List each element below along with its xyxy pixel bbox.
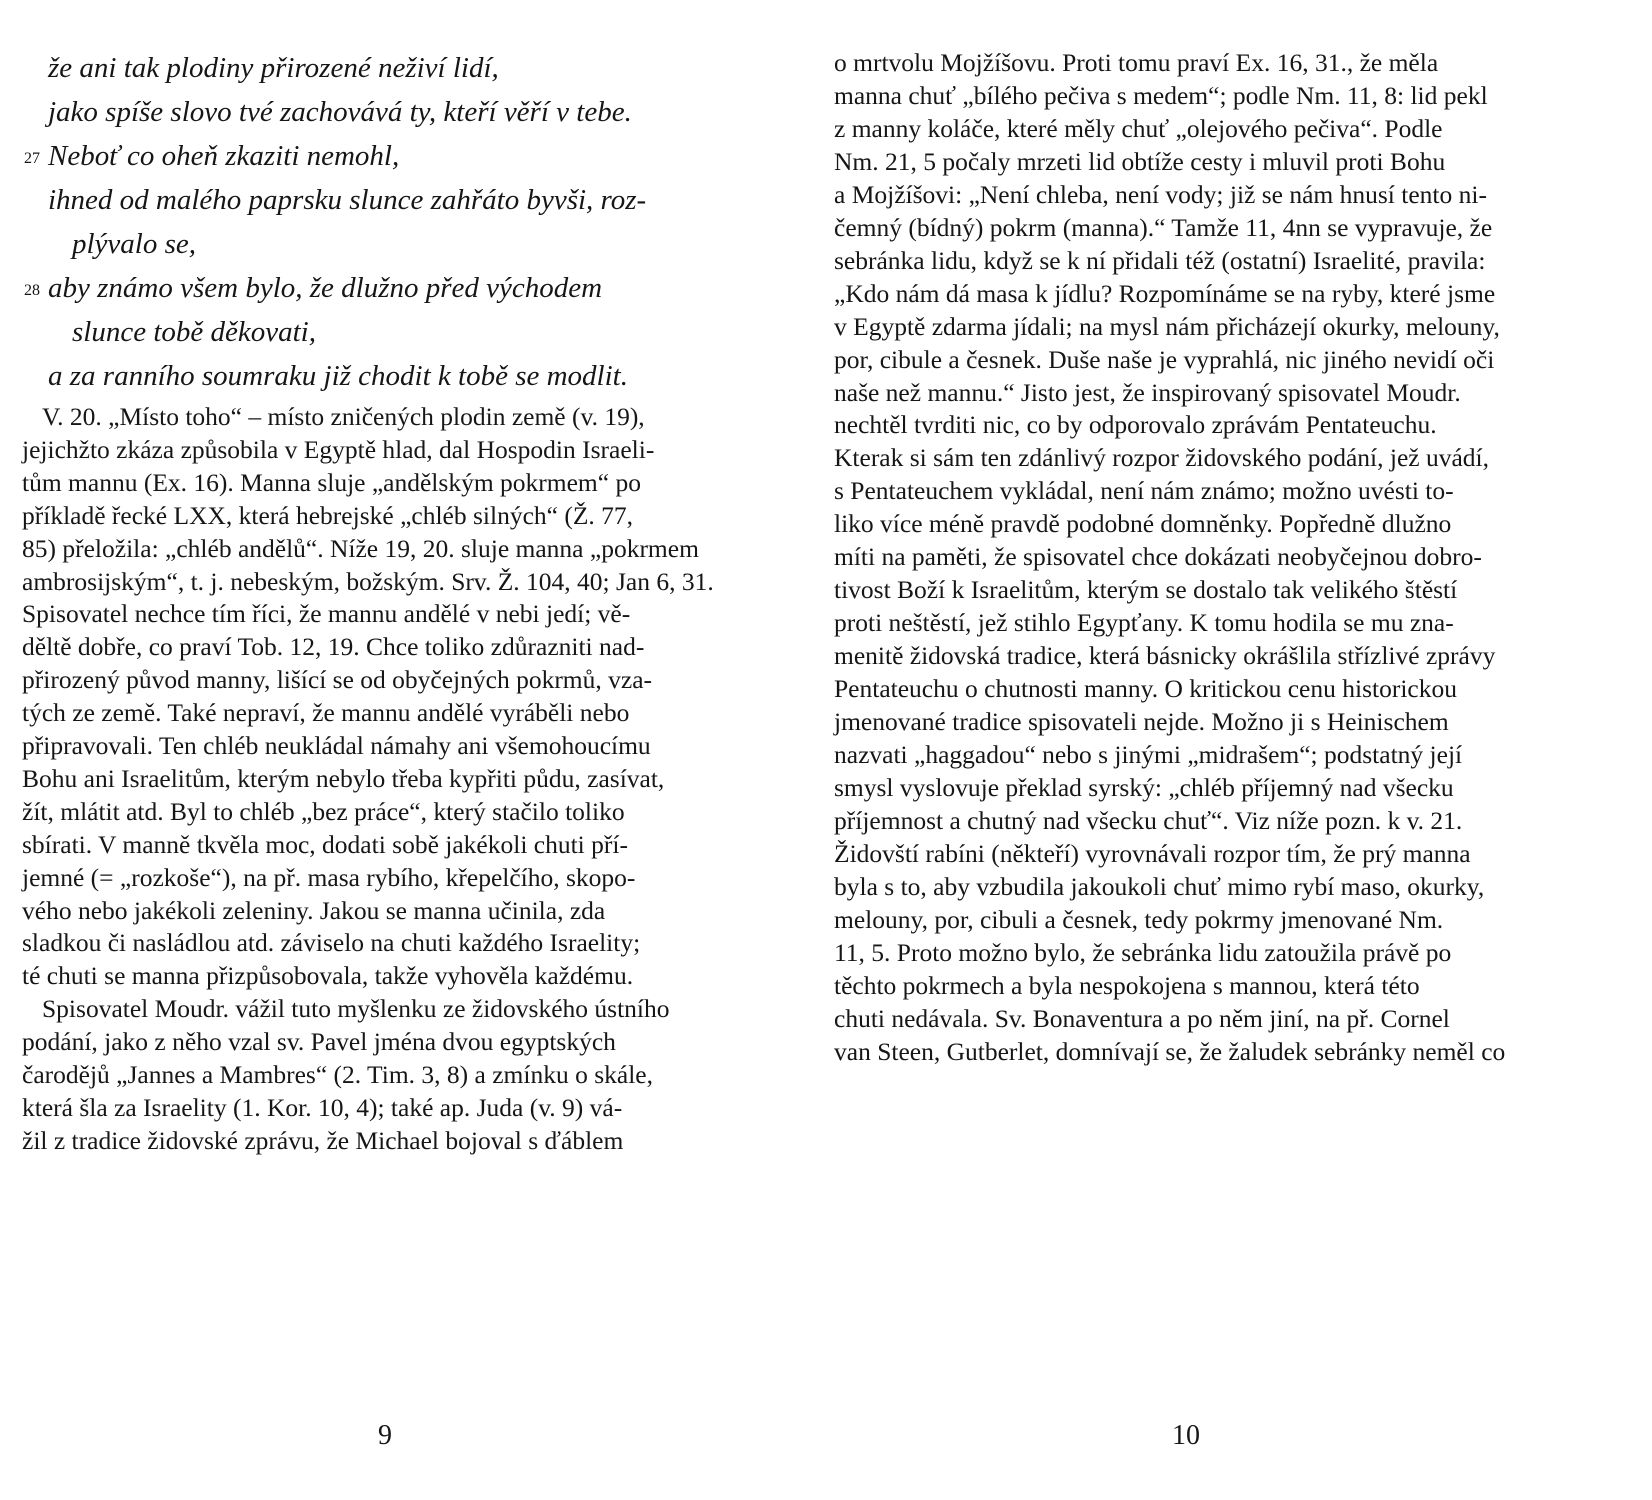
text-line: Židovští rabíni (někteří) vyrovnávali rozpor tím, že prý manna <box>834 838 1471 868</box>
text-line: Kterak si sám ten zdánlivý rozpor židovského podání, jež uvádí, <box>834 443 1490 473</box>
text-line: tivost Boží k Israelitům, kterým se dostalo tak velikého štěstí <box>834 575 1458 605</box>
text-line: chuti nedávala. Sv. Bonaventura a po něm jiní, na př. Cornel <box>834 1003 1450 1033</box>
text-line: byla s to, aby vzbudila jakoukoli chuť mimo rybí maso, okurky, <box>834 871 1485 901</box>
verse-line: slunce tobě děkovati, <box>72 316 316 348</box>
text-line: jmenované tradice spisovateli nejde. Možno ji s Heinischem <box>834 707 1449 736</box>
text-line: sbírati. V manně tkvěla moc, dodati sobě jakékoli chuti pří- <box>22 829 628 859</box>
text-line: těchto pokrmech a byla nespokojena s mannou, která této <box>834 970 1420 1000</box>
text-line: v Egyptě zdarma jídali; na mysl nám přicházejí okurky, melouny, <box>834 311 1500 341</box>
text-line: která šla za Israelity (1. Kor. 10, 4); také ap. Juda (v. 9) vá- <box>22 1092 623 1122</box>
text-line: 85) přeložila: „chléb andělů“. Níže 19, 20. sluje manna „pokrmem <box>22 533 699 563</box>
text-line: jemné (= „rozkoše“), na př. masa rybího, křepelčího, skopo- <box>22 862 636 892</box>
verse-line: ihned od malého paprsku slunce zahřáto byvši, roz- <box>48 184 647 216</box>
text-line: por, cibule a česnek. Duše naše je vyprahlá, nic jiného nevidí oči <box>834 344 1495 374</box>
text-line: z manny koláče, které měly chuť „olejového pečiva“. Podle <box>834 113 1443 143</box>
verse-number: 28 <box>24 282 40 299</box>
right-page <box>826 0 1652 1500</box>
text-line: jejichžto zkáza způsobila v Egyptě hlad, dal Hospodin Israeli- <box>22 434 655 464</box>
text-line: menitě židovská tradice, která básnicky okrášlila střízlivé zprávy <box>834 641 1496 671</box>
verse-line: Neboť co oheň zkaziti nemohl, <box>48 140 400 172</box>
verse-line: aby známo všem bylo, že dlužno před východem <box>48 272 603 304</box>
text-line: nazvati „haggadou“ nebo s jinými „midrašem“; podstatný její <box>834 739 1463 769</box>
text-line: čarodějů „Jannes a Mambres“ (2. Tim. 3, 8) a zmínku o skále, <box>22 1060 653 1089</box>
verse-line: že ani tak plodiny přirozené neživí lidí, <box>48 52 499 84</box>
text-line: melouny, por, cibuli a česnek, tedy pokrmy jmenované Nm. <box>834 904 1444 934</box>
text-line: tům mannu (Ex. 16). Manna sluje „andělským pokrmem“ po <box>22 467 641 497</box>
text-line: příkladě řecké LXX, která hebrejské „chléb silných“ (Ž. 77, <box>22 500 634 530</box>
text-line: děltě dobře, co praví Tob. 12, 19. Chce toliko zdůrazniti nad- <box>22 632 645 662</box>
text-line: Nm. 21, 5 počaly mrzeti lid obtíže cesty i mluvil proti Bohu <box>834 146 1446 176</box>
text-line: žít, mlátit atd. Byl to chléb „bez práce“, který stačilo toliko <box>22 796 625 826</box>
text-line: příjemnost a chutný nad všecku chuť“. Viz níže pozn. k v. 21. <box>834 805 1463 835</box>
text-line: té chuti se manna přizpůsobovala, takže vyhověla každému. <box>22 961 634 991</box>
text-line: žil z tradice židovské zprávu, že Michael bojoval s ďáblem <box>22 1125 624 1155</box>
text-line: a Mojžíšovi: „Není chleba, není vody; již se nám hnusí tento ni- <box>834 179 1487 209</box>
text-line: „Kdo nám dá masa k jídlu? Rozpomínáme se na ryby, které jsme <box>834 278 1496 308</box>
text-line: přirozený původ manny, lišící se od obyčejných pokrmů, vza- <box>22 665 653 695</box>
verse-number: 27 <box>24 150 40 167</box>
text-line: sebránka lidu, když se k ní přidali též (ostatní) Israelité, pravila: <box>834 245 1486 275</box>
text-line: o mrtvolu Mojžíšovu. Proti tomu praví Ex. 16, 31., že měla <box>834 48 1439 77</box>
verse-line: jako spíše slovo tvé zachovává ty, kteří věří v tebe. <box>48 96 632 128</box>
text-line: V. 20. „Místo toho“ – místo zničených plodin země (v. 19), <box>42 402 645 431</box>
text-line: naše než mannu.“ Jisto jest, že inspirovaný spisovatel Moudr. <box>834 377 1461 407</box>
text-line: tých ze země. Také nepraví, že mannu andělé vyráběli nebo <box>22 698 630 728</box>
text-line: vého nebo jakékoli zeleniny. Jakou se manna učinila, zda <box>22 895 606 925</box>
text-line: Spisovatel nechce tím říci, že mannu andělé v nebi jedí; vě- <box>22 599 631 629</box>
verse-line: a za ranního soumraku již chodit k tobě se modlit. <box>48 360 628 392</box>
text-line: liko více méně pravdě podobné domněnky. Popředně dlužno <box>834 509 1452 539</box>
text-line: Pentateuchu o chutnosti manny. O kritickou cenu historickou <box>834 674 1457 704</box>
verse-line: plývalo se, <box>72 228 197 260</box>
text-line: Bohu ani Israelitům, kterým nebylo třeba kypřiti půdu, zasívat, <box>22 763 665 793</box>
text-line: manna chuť „bílého pečiva s medem“; podle Nm. 11, 8: lid pekl <box>834 80 1488 110</box>
text-line: smysl vyslovuje překlad syrský: „chléb příjemný nad všecku <box>834 772 1454 802</box>
left-page <box>0 0 810 1500</box>
text-line: čemný (bídný) pokrm (manna).“ Tamže 11, 4nn se vypravuje, že <box>834 212 1493 242</box>
page-number-right: 10 <box>1172 1420 1200 1451</box>
text-line: nechtěl tvrditi nic, co by odporovalo zprávám Pentateuchu. <box>834 410 1437 440</box>
text-line: ambrosijským“, t. j. nebeským, božským. Srv. Ž. 104, 40; Jan 6, 31. <box>22 566 714 596</box>
text-line: s Pentateuchem vykládal, není nám známo; možno uvésti to- <box>834 476 1454 506</box>
text-line: proti neštěstí, jež stihlo Egypťany. K tomu hodila se mu zna- <box>834 608 1454 638</box>
text-line: sladkou či nasládlou atd. záviselo na chuti každého Israelity; <box>22 928 641 958</box>
text-line: míti na paměti, že spisovatel chce dokázati neobyčejnou dobro- <box>834 542 1482 572</box>
text-line: připravovali. Ten chléb neukládal námahy ani všemohoucímu <box>22 731 651 760</box>
text-line: Spisovatel Moudr. vážil tuto myšlenku ze židovského ústního <box>42 994 670 1024</box>
text-line: 11, 5. Proto možno bylo, že sebránka lidu zatoužila právě po <box>834 937 1452 967</box>
text-line: podání, jako z něho vzal sv. Pavel jména dvou egyptských <box>22 1027 616 1057</box>
page-number-left: 9 <box>378 1420 392 1451</box>
text-line: van Steen, Gutberlet, domnívají se, že žaludek sebránky neměl co <box>834 1036 1506 1066</box>
